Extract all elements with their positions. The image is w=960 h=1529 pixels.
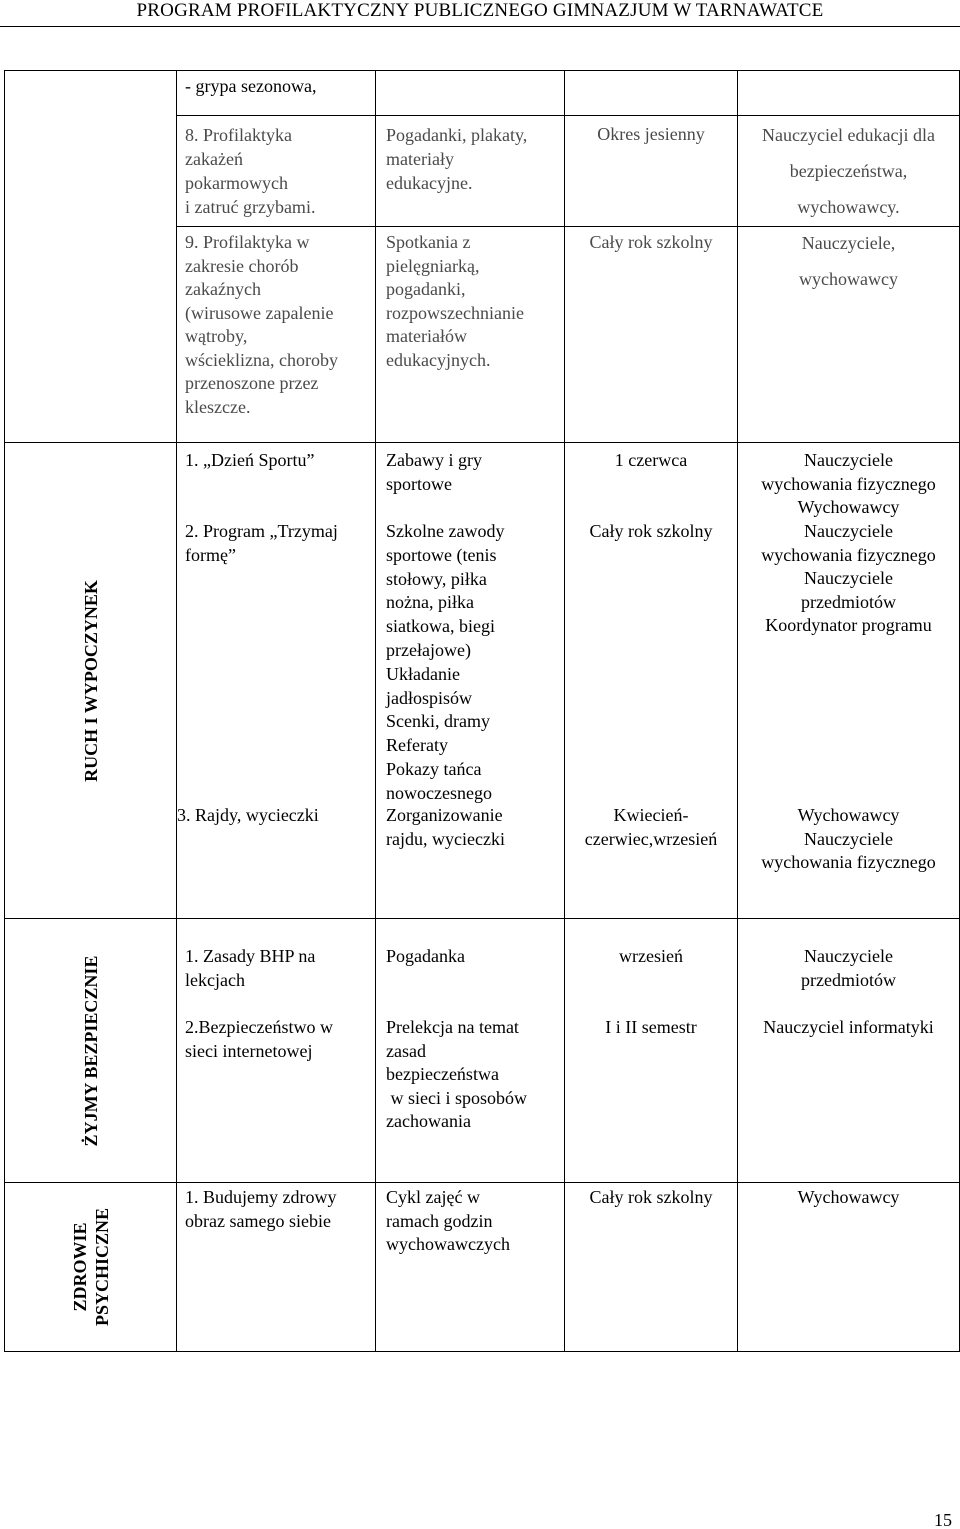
topic-zyjmy-1: 1. Zasady BHP na lekcjach — [185, 946, 316, 990]
form-zyjmy-2: Prelekcja na temat zasad bezpieczeństwa w sieci i sposobów zachowania — [386, 1017, 527, 1131]
form-cell — [376, 919, 565, 1183]
time-ruch-2: Cały rok szkolny — [589, 521, 713, 541]
page-number: 15 — [934, 1510, 952, 1529]
time-cell — [565, 71, 738, 443]
row-divider — [565, 115, 737, 116]
topic-item-grypa: - grypa sezonowa, — [185, 76, 317, 96]
topic-cell — [177, 1183, 376, 1352]
person-item-8: Nauczyciel edukacji dla bezpieczeństwa, wychowawcy. — [762, 125, 935, 217]
topic-cell — [177, 443, 376, 919]
form-item-8: Pogadanki, plakaty, materiały edukacyjne. — [386, 125, 528, 193]
section-cell-ruch — [5, 443, 177, 919]
section-label-ruch: RUCH I WYPOCZYNEK — [80, 579, 101, 782]
row-divider — [376, 226, 564, 227]
form-item-9: Spotkania z pielęgniarką, pogadanki, rozpowszechnianie materiałów edukacyjnych. — [386, 232, 524, 370]
form-cell — [376, 443, 565, 919]
topic-cell — [177, 919, 376, 1183]
page-header: PROGRAM PROFILAKTYCZNY PUBLICZNEGO GIMNAZJUM W TARNAWATCE — [136, 0, 824, 21]
section-label-zyjmy: ŻYJMY BEZPIECZNIE — [80, 955, 101, 1146]
topic-item-8: 8. Profilaktyka zakażeń pokarmowych i zatruć grzybami. — [185, 125, 316, 217]
time-ruch-1: 1 czerwca — [614, 450, 688, 470]
table-row — [5, 71, 960, 443]
section-cell-zyjmy — [5, 919, 177, 1183]
section-label-zdrowie-line1: ZDROWIE — [69, 1222, 90, 1312]
time-cell — [565, 443, 738, 919]
form-ruch-2: Szkolne zawody sportowe (tenis stołowy, piłka nożna, piłka siatkowa, biegi przełajowe) Układanie jadłospisów Scenki, dramy Referaty Pokazy tańca nowoczesnego — [386, 521, 505, 803]
time-cell — [565, 919, 738, 1183]
form-zyjmy-1: Pogadanka — [386, 946, 465, 966]
time-item-8: Okres jesienny — [597, 124, 705, 144]
person-item-9: Nauczyciele, wychowawcy — [799, 233, 898, 289]
form-ruch-3: Zorganizowanie rajdu, wycieczki — [386, 805, 505, 849]
row-divider — [738, 115, 959, 116]
form-cell — [376, 1183, 565, 1352]
row-divider — [177, 226, 375, 227]
row-divider — [177, 115, 375, 116]
time-cell — [565, 1183, 738, 1352]
row-divider — [565, 226, 737, 227]
person-zyjmy-1: Nauczyciele przedmiotów — [801, 946, 896, 990]
person-cell — [738, 443, 960, 919]
topic-zdrowie-1: 1. Budujemy zdrowy obraz samego siebie — [185, 1187, 337, 1231]
person-cell — [738, 1183, 960, 1352]
table-row — [5, 919, 960, 1183]
program-table — [4, 70, 960, 1352]
topic-ruch-2: 2. Program „Trzymaj formę” — [185, 521, 338, 565]
section-cell-zdrowie — [5, 1183, 177, 1352]
topic-cell — [177, 71, 376, 443]
table-row — [5, 1183, 960, 1352]
form-ruch-1: Zabawy i gry sportowe — [386, 450, 482, 494]
form-zdrowie-1: Cykl zajęć w ramach godzin wychowawczych — [386, 1187, 510, 1254]
topic-item-9: 9. Profilaktyka w zakresie chorób zakaźnych (wirusowe zapalenie wątroby, wścieklizna, choroby przenoszone przez kleszcze. — [185, 232, 338, 417]
row-divider — [376, 115, 564, 116]
section-label-zdrowie-line2: PSYCHICZNE — [91, 1207, 112, 1327]
time-item-9: Cały rok szkolny — [589, 232, 713, 252]
topic-ruch-1: 1. „Dzień Sportu” — [185, 450, 315, 470]
table-row — [5, 443, 960, 919]
topic-ruch-3: 3. Rajdy, wycieczki — [177, 805, 319, 825]
person-ruch-3: Wychowawcy Nauczyciele wychowania fizycznego — [761, 805, 936, 872]
section-cell-empty — [5, 71, 177, 443]
person-zyjmy-2: Nauczyciel informatyki — [763, 1017, 934, 1037]
topic-zyjmy-2: 2.Bezpieczeństwo w sieci internetowej — [185, 1017, 333, 1061]
time-zdrowie-1: Cały rok szkolny — [589, 1187, 713, 1207]
person-cell — [738, 71, 960, 443]
time-zyjmy-2: I i II semestr — [605, 1017, 697, 1037]
person-zdrowie-1: Wychowawcy — [797, 1187, 900, 1207]
time-zyjmy-1: wrzesień — [619, 946, 683, 966]
person-cell — [738, 919, 960, 1183]
time-ruch-3: Kwiecień- czerwiec,wrzesień — [584, 805, 718, 849]
person-ruch-2: Nauczyciele wychowania fizycznego Nauczyciele przedmiotów Koordynator programu — [761, 521, 936, 635]
form-cell — [376, 71, 565, 443]
person-ruch-1: Nauczyciele wychowania fizycznego Wychowawcy — [761, 450, 936, 517]
header-divider — [0, 26, 960, 27]
section-label-zdrowie — [69, 1208, 113, 1326]
